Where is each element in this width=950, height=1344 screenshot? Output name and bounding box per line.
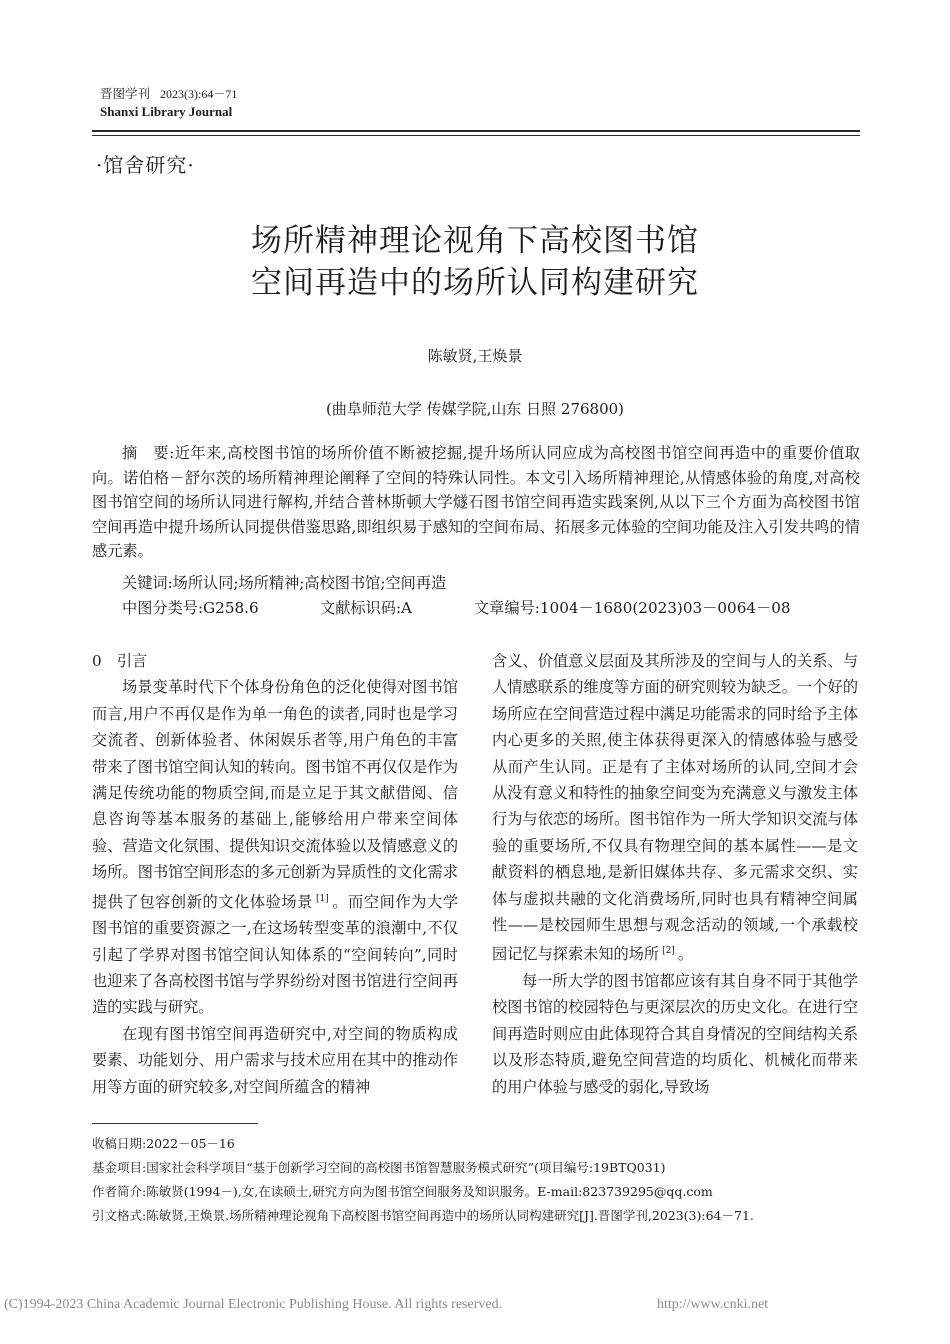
article-title-line-2: 空间再造中的场所认同构建研究 xyxy=(251,265,699,301)
header-rule-thin xyxy=(92,135,860,136)
paragraph xyxy=(492,648,858,968)
document-code: 文献标识码:A xyxy=(320,599,413,617)
article-title-line-1: 场所精神理论视角下高校图书馆 xyxy=(251,223,699,259)
journal-volume: 2023(3):64－71 xyxy=(160,87,238,101)
body-column-left xyxy=(92,648,458,1100)
section-heading-intro: 0 引言 xyxy=(92,652,148,670)
footnote-author-bio: 作者简介:陈敏贤(1994－),女,在读硕士,研究方向为图书馆空间服务及知识服务。E-mail:823739295@qq.com xyxy=(92,1184,713,1199)
clc-number: 中图分类号:G258.6 xyxy=(122,599,259,617)
citation-ref-1[interactable]: [1] xyxy=(315,893,329,904)
copyright-text: (C)1994-2023 China Academic Journal Electronic Publishing House. All rights reserved. xyxy=(4,1297,503,1312)
paragraph-text: 含义、价值意义层面及其所涉及的空间与人的关系、与人情感联系的维度等方面的研究则较为缺乏。一个好的场所应在空间营造过程中满足功能需求的同时给予主体内心更多的关照,使主体获得更深入的情感体验与感受从而产生认同。正是有了主体对场所的认同,空间才会从没有意义和特性的抽象空间变为充满意义与激发主体行为与依恋的场所。图书馆作为一所大学知识交流与体验的重要场所,不仅具有物理空间的基本属性——是文献资料的栖息地,是新旧媒体共存、多元需求交织、实体与虚拟共融的文化消费场所,同时也具有精神空间属性——是校园师生思想与观念活动的领域,一个承载校园记忆与探索未知的场所 xyxy=(492,652,858,964)
paragraph-text: 场景变革时代下个体身份角色的泛化使得对图书馆而言,用户不再仅是作为单一角色的读者,同时也是学习交流者、创新体验者、休闲娱乐者等,用户角色的丰富带来了图书馆空间认知的转向。图书馆不再仅仅是作为满足传统功能的物质空间,而是立足于其文献借阅、信息咨询等基本服务的基础上,能够给用户带来空间体验、营造文化氛围、提供知识交流体验以及情感意义的场所。图书馆空间形态的多元创新为异质性的文化需求提供了包容创新的文化体验场景 xyxy=(92,678,458,911)
affiliation: (曲阜师范大学 传媒学院,山东 日照 276800) xyxy=(325,400,625,418)
footnote-fund: 基金项目:国家社会科学项目“基于创新学习空间的高校图书馆智慧服务模式研究”(项目编号:19BTQ031) xyxy=(92,1160,666,1175)
footnote-received: 收稿日期:2022－05－16 xyxy=(92,1136,235,1151)
authors: 陈敏贤,王焕景 xyxy=(427,347,523,365)
citation-ref-2[interactable]: [2] xyxy=(662,946,675,957)
section-label: ·馆舍研究· xyxy=(96,153,195,177)
cnki-link[interactable]: http://www.cnki.net xyxy=(657,1297,769,1312)
abstract: 摘 要:近年来,高校图书馆的场所价值不断被挖掘,提升场所认同应成为高校图书馆空间再造中的重要价值取向。诺伯格－舒尔茨的场所精神理论阐释了空间的特殊认同性。本文引入场所精神理论,从情感体验的角度,对高校图书馆空间的场所认同进行解构,并结合普林斯顿大学燧石图书馆空间再造实践案例,从以下三个方面为高校图书馆空间再造中提升场所认同提供借鉴思路,即组织易于感知的空间布局、拓展多元体验的空间功能及注入引发共鸣的情感元素。 xyxy=(92,444,860,560)
footnote-citation: 引文格式:陈敏贤,王焕景.场所精神理论视角下高校图书馆空间再造中的场所认同构建研究[J].晋图学刊,2023(3):64－71. xyxy=(92,1208,754,1223)
journal-name-cn: 晋图学刊 xyxy=(100,86,151,101)
paragraph-text: 。 xyxy=(677,945,693,964)
journal-name-en: Shanxi Library Journal xyxy=(100,104,233,119)
article-number: 文章编号:1004－1680(2023)03－0064－08 xyxy=(474,599,791,617)
paragraph: 在现有图书馆空间再造研究中,对空间的物质构成要素、功能划分、用户需求与技术应用在其中的推动作用等方面的研究较多,对空间所蕴含的精神 xyxy=(92,1024,458,1096)
body-column-right xyxy=(492,648,858,1100)
paragraph: 每一所大学的图书馆都应该有其自身不同于其他学校图书馆的校园特色与更深层次的历史文化。在进行空间再造时则应由此体现符合其自身情况的空间结构关系以及形态特质,避免空间营造的均质化、机械化而带来的用户体验与感受的弱化,导致场 xyxy=(492,971,858,1096)
paragraph-text: 。而空间作为大学图书馆的重要资源之一,在这场转型变革的浪潮中,不仅引起了学界对图书馆空间认知体系的“空间转向”,同时也迎来了各高校图书馆与学界纷纷对图书馆进行空间再造的实践与研究。 xyxy=(92,892,459,1017)
paragraph xyxy=(92,674,458,1020)
journal-header-cn xyxy=(100,84,237,102)
footnote-rule xyxy=(92,1123,258,1124)
header-rule-thick xyxy=(92,130,860,132)
keywords: 关键词:场所认同;场所精神;高校图书馆;空间再造 xyxy=(122,574,447,592)
